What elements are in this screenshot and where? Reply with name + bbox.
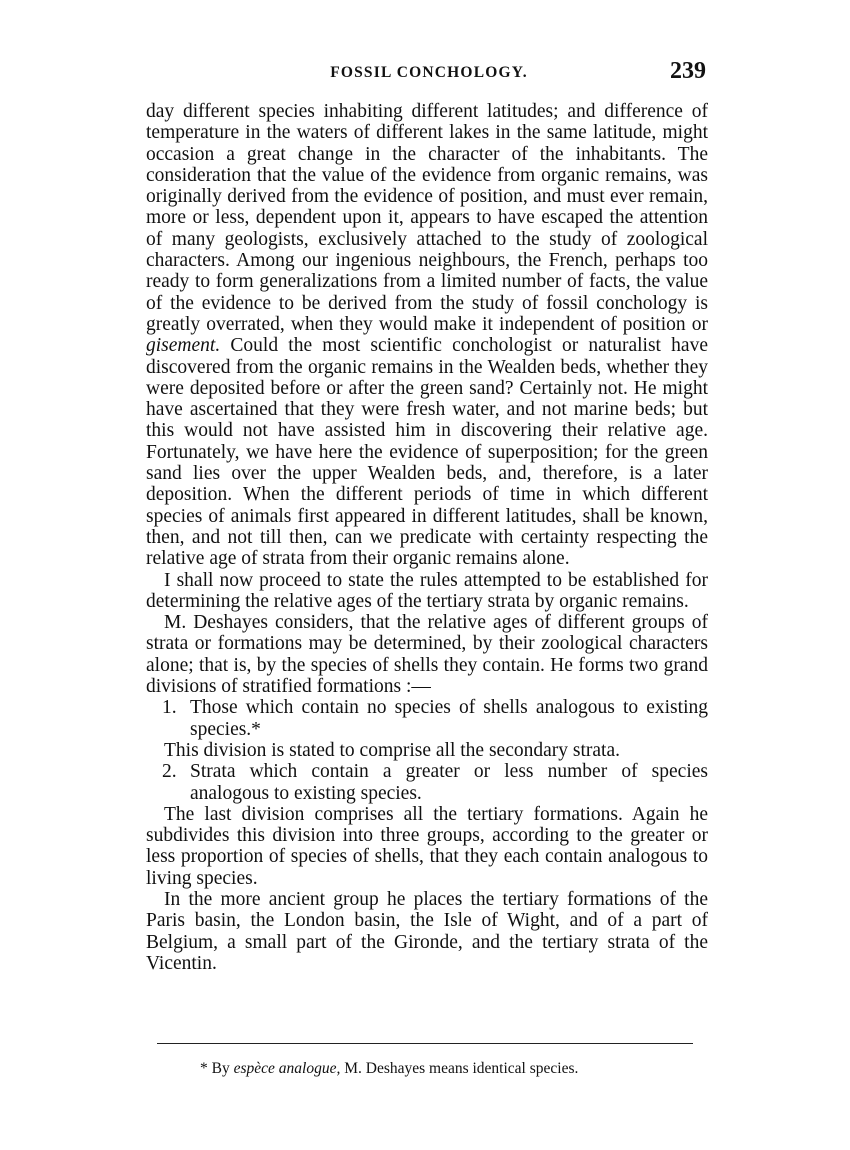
paragraph: The last division comprises all the tertiary formations. Again he subdivides this division into three groups, according to the greater or less proportion of species of shells, that they each contain analogous to living species. <box>146 803 708 889</box>
item-number: 1. <box>162 697 177 719</box>
paragraph: M. Deshayes considers, that the relative ages of different groups of strata or formations may be determined, by their zoological characters alone; that is, by the species of shells they contain. He forms two grand divisions of stratified formations :— <box>146 612 708 698</box>
paragraph-text-rest: Could the most scientific conchologist or naturalist have discovered from the organic remains in the Wealden beds, whether they were deposited before or after the green sand? Certainly not. He might have ascertained that they were fresh water, and not marine beds; but this would not have assisted him in discovering their relative age. Fortunately, we have here the evidence of superposition; for the green sand lies over the upper Wealden beds, and, therefore, is a later deposition. When the different periods of time in which different species of animals first appeared in different latitudes, shall be known, then, and not till then, can we predicate with certainty respecting the relative age of strata from their organic remains alone. <box>146 335 708 570</box>
footnote-italic: espèce analogue, <box>233 1060 341 1077</box>
numbered-item <box>146 761 708 804</box>
item-text: Those which contain no species of shells analogous to existing species.* <box>190 697 708 740</box>
body-text <box>146 101 708 974</box>
item-number: 2. <box>162 761 177 783</box>
footnote-divider <box>157 1043 693 1044</box>
running-title: FOSSIL CONCHOLOGY. <box>330 64 528 81</box>
paragraph: I shall now proceed to state the rules attempted to be established for determining the relative ages of the tertiary strata by organic remains. <box>146 569 708 612</box>
page-header <box>148 60 710 90</box>
footnote <box>200 1060 720 1078</box>
paragraph-continuation <box>146 101 708 570</box>
italic-term: gisement. <box>146 335 221 357</box>
page-number: 239 <box>670 58 706 84</box>
footnote-text: M. Deshayes means identical species. <box>344 1060 579 1077</box>
paragraph: This division is stated to comprise all the secondary strata. <box>164 739 620 761</box>
footnote-marker: * <box>200 1060 208 1077</box>
paragraph: In the more ancient group he places the tertiary formations of the Paris basin, the London basin, the Isle of Wight, and of a part of Belgium, a small part of the Gironde, and the tertiary strata of the Vicentin. <box>146 888 708 974</box>
numbered-item <box>146 697 708 740</box>
item-text: Strata which contain a greater or less number of species analogous to existing species. <box>190 761 708 804</box>
paragraph-text: day different species inhabiting different latitudes; and difference of temperature in the waters of different lakes in the same latitude, might occasion a great change in the character of the inhabitants. The consideration that the value of the evidence from organic remains, was originally derived from the evidence of position, and must ever remain, more or less, dependent upon it, appears to have escaped the attention of many geologists, exclusively attached to the study of zoological characters. Among our ingenious neighbours, the French, perhaps too ready to form generalizations from a limited number of facts, the value of the evidence to be derived from the study of fossil conchology is greatly overrated, when they would make it independent of position or <box>146 101 708 335</box>
footnote-lead: By <box>211 1060 230 1077</box>
